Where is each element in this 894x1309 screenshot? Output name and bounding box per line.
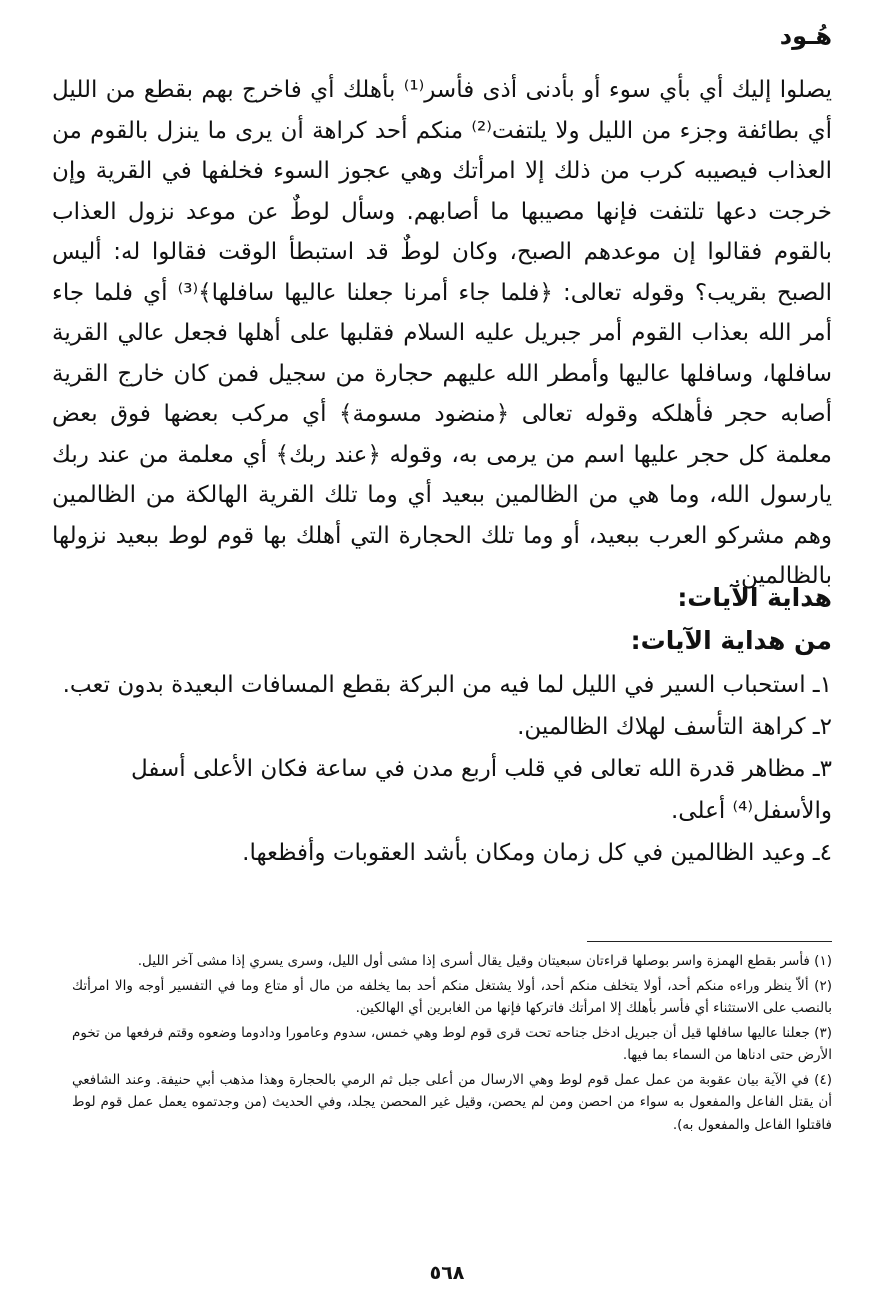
footnote-1: (١) فأسر بقطع الهمزة واسر بوصلها قراءتان سبعيتان وقيل يقال أسرى إذا مشى أول الليل، وسرى يسري إذا مشى آخر الليل. [137,953,832,969]
footnote-divider [587,941,832,942]
guidance-point-3: ٣ـ مظاهر قدرة الله تعالى في قلب أربع مدن في ساعة فكان الأعلى أسفل والأسفل⁽⁴⁾ أعلى. [130,756,832,824]
guidance-point-4: ٤ـ وعيد الظالمين في كل زمان ومكان بأشد العقوبات وأفظعها. [242,840,832,866]
guidance-heading: هداية الآيات: [677,583,832,612]
surah-title: هُـود [779,22,832,50]
footnote-2: (٢) ألاّ ينظر وراءه منكم أحد، أولا يتخلف منكم أحد، أولا يشتغل منكم أحد بما يخلفه من مال أو متاع وما في التفسير أوجه والا امرأتك بالنصب على الاستثناء أي فأسر بأهلك إلا امرأتك فاتركها فإنها من الغابرين أي الهالكين. [72,977,832,1016]
guidance-point-1: ١ـ استحباب السير في الليل لما فيه من البركة بقطع المسافات البعيدة بدون تعب. [62,672,832,698]
footnote-3: (٣) جعلنا عاليها سافلها قيل أن جبريل ادخل جناحه تحت قرى قوم لوط وهي خمس، سدوم وعامورا ودادوما وضعوه وقتم فرفعها من تخوم الأرض حتى ادناها من السماء بما فيها. [72,1024,832,1063]
commentary-text [52,70,832,597]
guidance-point-2: ٢ـ كراهة التأسف لهلاك الظالمين. [517,714,832,740]
guidance-subheading: من هداية الآيات: [630,626,832,655]
page-number: ٥٦٨ [429,1262,465,1284]
footnote-4: (٤) في الآية بيان عقوبة من عمل عمل قوم لوط وهي الارسال من أعلى جبل ثم الرمي بالحجارة وهذا مذهب أبي حنيفة. وعند الشافعي أن يقتل الفاعل والمفعول به سواء من احصن ومن لم يحصن، وقيل غير المحصن يجلد، وفي الحديث (من وجدتموه يعمل عمل قوم لوط فاقتلوا الفاعل والمفعول به). [72,1071,832,1133]
footnotes [72,950,832,1138]
guidance-points [52,664,832,874]
commentary-paragraph: يصلوا إليك أي بأي سوء أو بأدنى أذى فأسر⁽¹⁾ بأهلك أي فاخرج بهم بقطع من الليل أي بطائفة وجزء من الليل ولا يلتفت⁽²⁾ منكم أحد كراهة أن يرى ما ينزل بالقوم من العذاب فيصيبه كرب من ذلك إلا امرأتك وهي عجوز السوء فخلفها في القرية وإن خرجت دعها تلتفت فإنها مصيبها ما أصابهم. وسأل لوطٌ عن موعد نزول العذاب بالقوم فقالوا إن موعدهم الصبح، وكان لوطٌ قد استبطأ الوقت فقالوا له: أليس الصبح بقريب؟ وقوله تعالى: ﴿فلما جاء أمرنا جعلنا عاليها سافلها﴾⁽³⁾ أي فلما جاء أمر الله بعذاب القوم أمر جبريل عليه السلام فقلبها على أهلها فجعل عالي القرية سافلها، وسافلها عاليها وأمطر الله عليهم حجارة من سجيل فمن كان خارج القرية أصابه حجر فأهلكه وقوله تعالى ﴿منضود مسومة﴾ أي مركب بعضها فوق بعض معلمة كل حجر عليها اسم من يرمى به، وقوله ﴿عند ربك﴾ أي معلمة من عند ربك يارسول الله، وما هي من الظالمين ببعيد أي وما تلك القرية الهالكة من الظالمين وهم مشركو العرب ببعيد، أو وما تلك الحجارة التي أهلك بها قوم لوط ببعيد نزولها بالظالمين. [52,77,832,589]
